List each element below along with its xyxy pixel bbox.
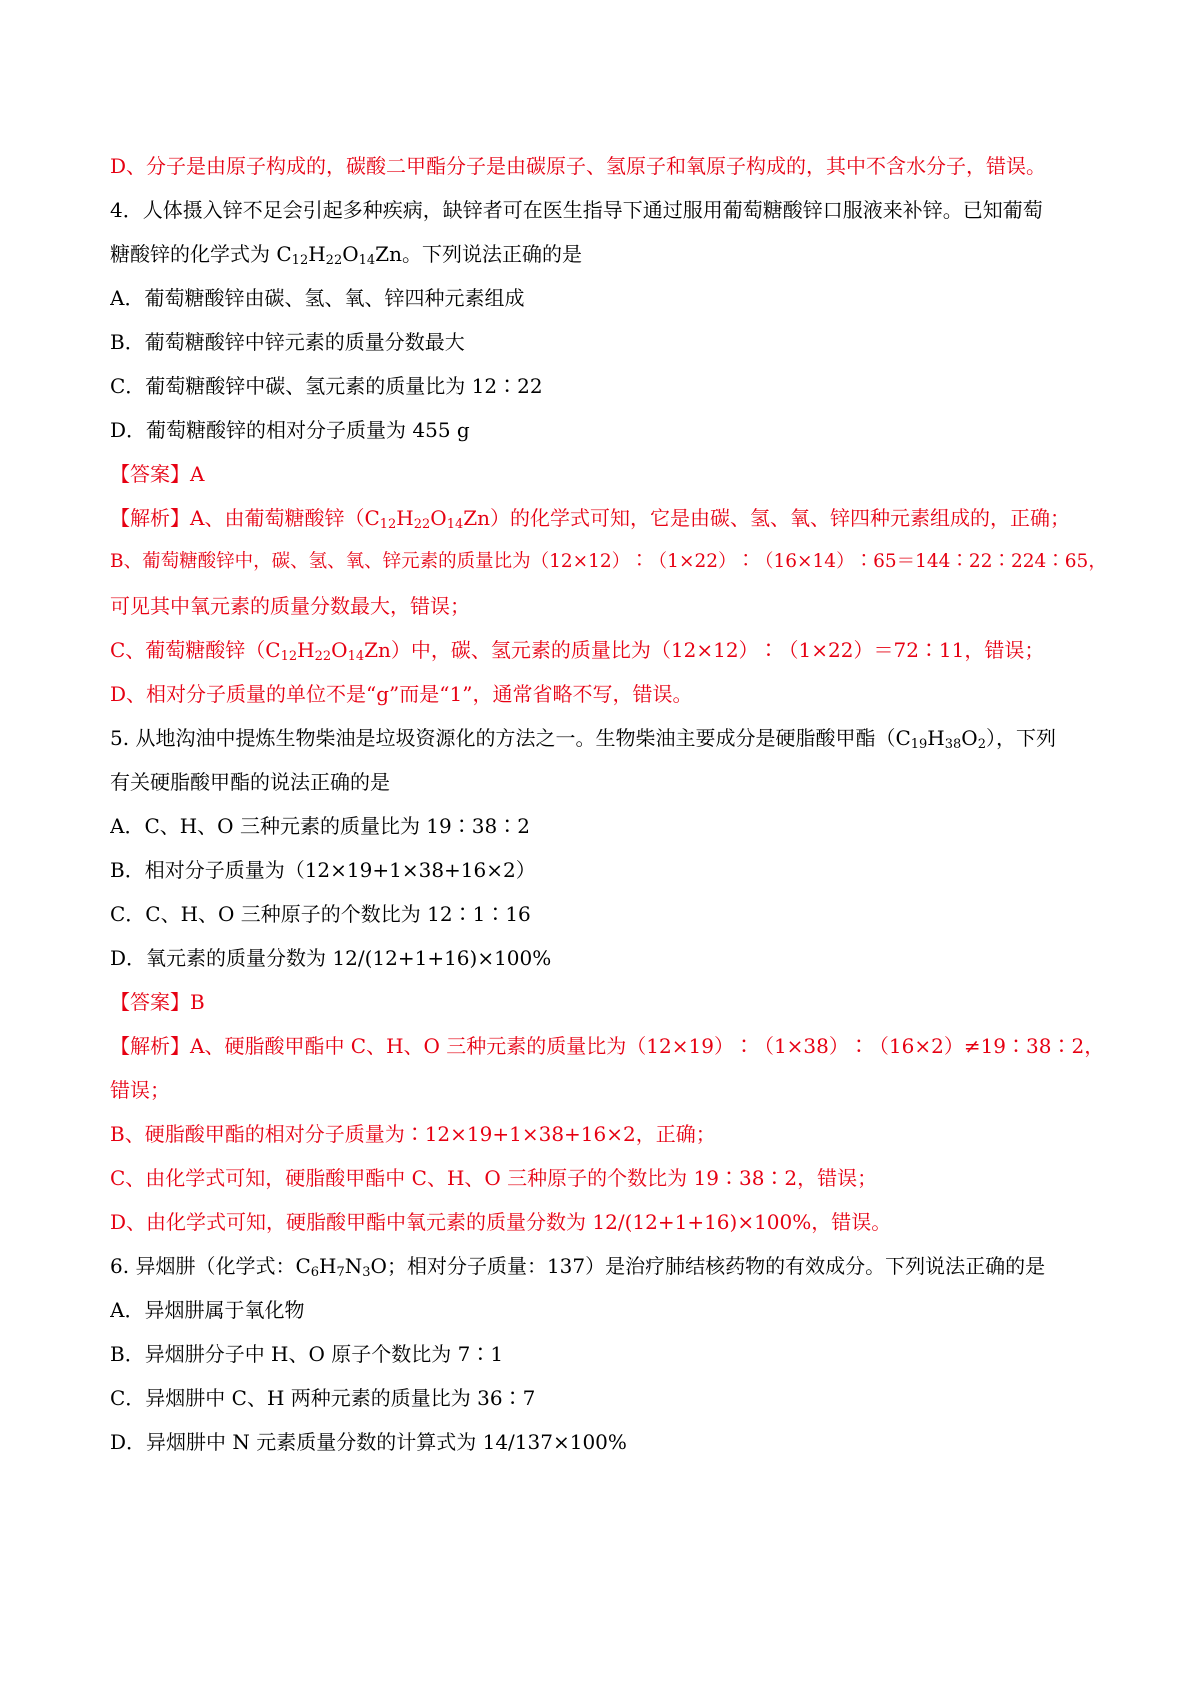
q5-stem-line1: 5. 从地沟油中提炼生物柴油是垃圾资源化的方法之一。生物柴油主要成分是硬脂酸甲酯$(C_{19}H_{38}O_2)$，下列	[110, 726, 1056, 752]
q4-stem-line2: 糖酸锌的化学式为 $C_{12}H_{22}O_{14}Zn$。下列说法正确的是	[110, 242, 582, 268]
q6-option-a: A．异烟肼属于氧化物	[110, 1298, 305, 1322]
q4-option-d: D．葡萄糖酸锌的相对分子质量为 455 g	[110, 418, 470, 442]
q4-analysis-c: C、葡萄糖酸锌$(C_{12}H_{22}O_{14}Zn)$中，碳、氢元素的质量比为（12×12）∶（1×22）＝72∶11，错误；	[110, 638, 1045, 664]
q4-analysis-b-cont: 可见其中氧元素的质量分数最大，错误；	[110, 594, 470, 618]
q5-stem-line2: 有关硬脂酸甲酯的说法正确的是	[110, 770, 390, 794]
q3-analysis-d: D、分子是由原子构成的，碳酸二甲酯分子是由碳原子、氢原子和氧原子构成的，其中不含水分子，错误。	[110, 154, 1047, 178]
q6-option-b: B．异烟肼分子中 H、O 原子个数比为 7∶1	[110, 1342, 504, 1366]
q6-stem: 6. 异烟肼（化学式：$C_6H_7N_3O$；相对分子质量：137）是治疗肺结核药物的有效成分。下列说法正确的是	[110, 1254, 1046, 1280]
q4-analysis-a: 【解析】A、由葡萄糖酸锌$(C_{12}H_{22}O_{14}Zn)$的化学式可知，它是由碳、氢、氧、锌四种元素组成的，正确；	[110, 506, 1071, 532]
q6-option-d: D．异烟肼中 N 元素质量分数的计算式为 14/137×100%	[110, 1430, 627, 1454]
q5-analysis-b: B、硬脂酸甲酯的相对分子质量为∶12×19+1×38+16×2，正确；	[110, 1122, 716, 1146]
q4-option-b: B．葡萄糖酸锌中锌元素的质量分数最大	[110, 330, 465, 354]
q5-answer: 【答案】B	[110, 990, 205, 1014]
q5-analysis-a-cont: 错误；	[110, 1078, 170, 1102]
q5-option-b: B．相对分子质量为（12×19+1×38+16×2）	[110, 858, 536, 882]
q4-option-a: A．葡萄糖酸锌由碳、氢、氧、锌四种元素组成	[110, 286, 525, 310]
q4-stem-line1: 4．人体摄入锌不足会引起多种疾病，缺锌者可在医生指导下通过服用葡萄糖酸锌口服液来补锌。已知葡萄	[110, 198, 1043, 222]
q5-analysis-c: C、由化学式可知，硬脂酸甲酯中 C、H、O 三种原子的个数比为 19∶38∶2，错误；	[110, 1166, 878, 1190]
q5-option-a: A．C、H、O 三种元素的质量比为 19∶38∶2	[110, 814, 530, 838]
q5-analysis-a: 【解析】A、硬脂酸甲酯中 C、H、O 三种元素的质量比为（12×19）∶（1×38）∶（16×2）≠19∶38∶2，	[110, 1034, 1105, 1058]
q4-analysis-b: B、葡萄糖酸锌中，碳、氢、氧、锌元素的质量比为（12×12）∶（1×22）∶（16×14）∶65＝144∶22∶224∶65，	[110, 551, 1107, 572]
q5-option-d: D．氧元素的质量分数为 12/(12+1+16)×100%	[110, 946, 552, 970]
q4-option-c: C．葡萄糖酸锌中碳、氢元素的质量比为 12∶22	[110, 374, 543, 398]
q4-answer: 【答案】A	[110, 462, 205, 486]
q5-option-c: C．C、H、O 三种原子的个数比为 12∶1∶16	[110, 902, 531, 926]
q4-analysis-d: D、相对分子质量的单位不是“g”而是“1”，通常省略不写，错误。	[110, 682, 693, 706]
q6-option-c: C．异烟肼中 C、H 两种元素的质量比为 36∶7	[110, 1386, 536, 1410]
q5-analysis-d: D、由化学式可知，硬脂酸甲酯中氧元素的质量分数为 12/(12+1+16)×100%，错误。	[110, 1210, 892, 1234]
